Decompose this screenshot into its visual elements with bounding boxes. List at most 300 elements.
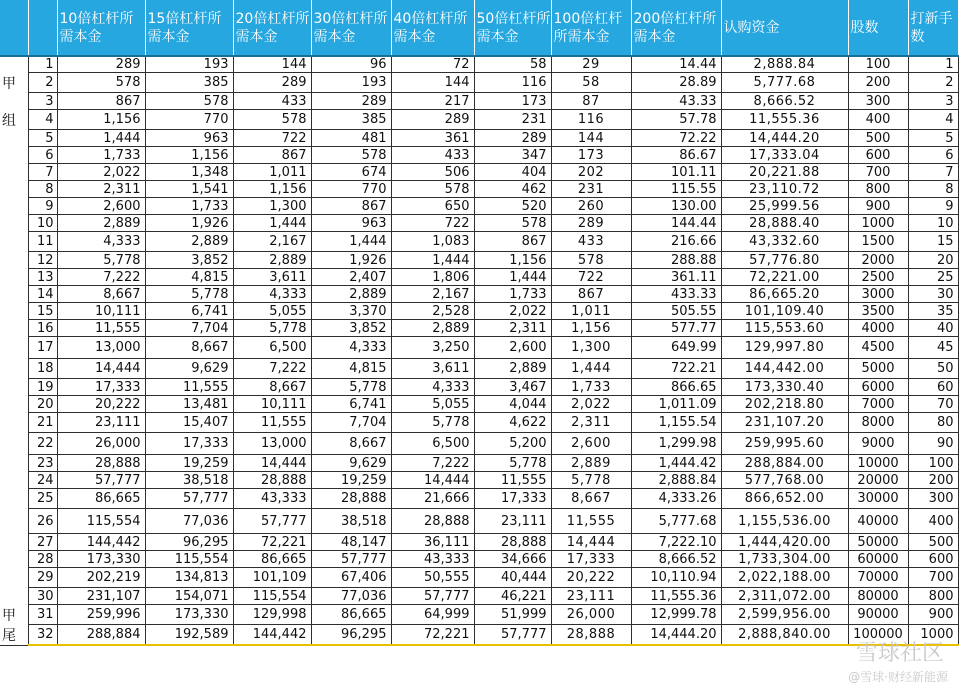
cell-lev15: 1,733	[145, 198, 233, 215]
cell-index: 9	[28, 198, 57, 215]
cell-lev40: 5,778	[391, 413, 474, 433]
cell-group	[0, 320, 28, 337]
cell-lev50: 1,733	[474, 286, 551, 303]
cell-hits: 4	[908, 110, 958, 130]
cell-shares: 4500	[848, 337, 908, 359]
cell-lev200: 130.00	[631, 198, 721, 215]
cell-shares: 60000	[848, 551, 908, 568]
cell-lev10: 26,000	[57, 433, 145, 455]
cell-lev30: 96,295	[311, 625, 391, 646]
cell-lev20: 289	[233, 73, 311, 93]
table-row	[0, 455, 958, 472]
cell-subscription: 2,022,188.00	[721, 568, 848, 588]
cell-lev40: 14,444	[391, 472, 474, 489]
cell-lev15: 13,481	[145, 396, 233, 413]
table-row	[0, 147, 958, 164]
table-row	[0, 110, 958, 130]
cell-lev15: 9,629	[145, 359, 233, 379]
cell-index: 26	[28, 509, 57, 534]
cell-shares: 5000	[848, 359, 908, 379]
cell-lev200: 433.33	[631, 286, 721, 303]
cell-lev100: 1,156	[551, 320, 631, 337]
header-subscription: 认购资金	[721, 0, 848, 56]
cell-lev15: 15,407	[145, 413, 233, 433]
header-lev20: 20倍杠杆所需本金	[233, 0, 311, 56]
table-row	[0, 509, 958, 534]
cell-subscription: 866,652.00	[721, 489, 848, 509]
cell-lev200: 115.55	[631, 181, 721, 198]
cell-lev15: 385	[145, 73, 233, 93]
cell-lev100: 260	[551, 198, 631, 215]
table-row	[0, 551, 958, 568]
cell-lev10: 2,022	[57, 164, 145, 181]
cell-lev40: 3,250	[391, 337, 474, 359]
cell-subscription: 288,884.00	[721, 455, 848, 472]
cell-lev50: 5,200	[474, 433, 551, 455]
cell-hits: 35	[908, 303, 958, 320]
cell-lev15: 17,333	[145, 433, 233, 455]
cell-hits: 600	[908, 551, 958, 568]
cell-lev15: 154,071	[145, 588, 233, 605]
cell-lev30: 5,778	[311, 379, 391, 396]
cell-lev40: 722	[391, 215, 474, 232]
header-row	[0, 0, 958, 56]
cell-lev100: 28,888	[551, 625, 631, 646]
cell-lev15: 7,704	[145, 320, 233, 337]
cell-group: 组	[0, 110, 28, 130]
cell-lev40: 50,555	[391, 568, 474, 588]
cell-lev200: 216.66	[631, 232, 721, 252]
cell-index: 24	[28, 472, 57, 489]
cell-lev200: 28.89	[631, 73, 721, 93]
cell-shares: 100000	[848, 625, 908, 646]
cell-hits: 3	[908, 93, 958, 110]
cell-lev100: 722	[551, 269, 631, 286]
cell-lev10: 57,777	[57, 472, 145, 489]
cell-lev100: 2,600	[551, 433, 631, 455]
cell-subscription: 115,553.60	[721, 320, 848, 337]
cell-lev30: 770	[311, 181, 391, 198]
cell-subscription: 11,555.36	[721, 110, 848, 130]
cell-subscription: 57,776.80	[721, 252, 848, 269]
cell-lev15: 134,813	[145, 568, 233, 588]
cell-lev200: 11,555.36	[631, 588, 721, 605]
cell-group	[0, 181, 28, 198]
cell-subscription: 202,218.80	[721, 396, 848, 413]
cell-lev30: 2,889	[311, 286, 391, 303]
table-row	[0, 472, 958, 489]
cell-subscription: 2,888,840.00	[721, 625, 848, 646]
cell-shares: 1500	[848, 232, 908, 252]
cell-lev200: 10,110.94	[631, 568, 721, 588]
cell-group	[0, 198, 28, 215]
cell-group	[0, 232, 28, 252]
cell-lev100: 116	[551, 110, 631, 130]
cell-lev40: 72,221	[391, 625, 474, 646]
cell-shares: 800	[848, 181, 908, 198]
cell-lev40: 28,888	[391, 509, 474, 534]
cell-lev15: 38,518	[145, 472, 233, 489]
cell-lev30: 3,852	[311, 320, 391, 337]
cell-lev100: 144	[551, 130, 631, 147]
cell-subscription: 1,444,420.00	[721, 534, 848, 551]
cell-lev10: 86,665	[57, 489, 145, 509]
cell-hits: 6	[908, 147, 958, 164]
cell-index: 25	[28, 489, 57, 509]
cell-lev40: 1,806	[391, 269, 474, 286]
cell-lev40: 361	[391, 130, 474, 147]
cell-subscription: 28,888.40	[721, 215, 848, 232]
cell-group	[0, 551, 28, 568]
cell-lev50: 17,333	[474, 489, 551, 509]
cell-lev40: 289	[391, 110, 474, 130]
cell-lev20: 5,055	[233, 303, 311, 320]
cell-lev30: 4,333	[311, 337, 391, 359]
cell-index: 27	[28, 534, 57, 551]
cell-lev20: 433	[233, 93, 311, 110]
cell-index: 19	[28, 379, 57, 396]
cell-lev100: 2,311	[551, 413, 631, 433]
cell-lev200: 86.67	[631, 147, 721, 164]
cell-group	[0, 252, 28, 269]
cell-lev50: 116	[474, 73, 551, 93]
cell-lev40: 64,999	[391, 605, 474, 625]
table-row	[0, 320, 958, 337]
cell-lev20: 1,156	[233, 181, 311, 198]
cell-lev40: 1,444	[391, 252, 474, 269]
cell-subscription: 20,221.88	[721, 164, 848, 181]
cell-subscription: 1,155,536.00	[721, 509, 848, 534]
cell-lev100: 433	[551, 232, 631, 252]
table-row	[0, 181, 958, 198]
cell-lev100: 11,555	[551, 509, 631, 534]
cell-lev50: 173	[474, 93, 551, 110]
cell-lev50: 46,221	[474, 588, 551, 605]
cell-subscription: 2,599,956.00	[721, 605, 848, 625]
cell-lev10: 17,333	[57, 379, 145, 396]
cell-group	[0, 164, 28, 181]
cell-shares: 300	[848, 93, 908, 110]
cell-index: 15	[28, 303, 57, 320]
cell-hits: 15	[908, 232, 958, 252]
cell-lev15: 192,589	[145, 625, 233, 646]
cell-lev50: 347	[474, 147, 551, 164]
cell-index: 5	[28, 130, 57, 147]
cell-lev20: 10,111	[233, 396, 311, 413]
cell-lev50: 1,444	[474, 269, 551, 286]
cell-lev200: 1,011.09	[631, 396, 721, 413]
cell-lev30: 48,147	[311, 534, 391, 551]
cell-index: 31	[28, 605, 57, 625]
cell-lev100: 29	[551, 56, 631, 73]
cell-subscription: 14,444.20	[721, 130, 848, 147]
cell-group	[0, 303, 28, 320]
table-row	[0, 164, 958, 181]
cell-lev50: 34,666	[474, 551, 551, 568]
cell-lev40: 3,611	[391, 359, 474, 379]
cell-group: 尾	[0, 625, 28, 646]
cell-lev200: 7,222.10	[631, 534, 721, 551]
cell-subscription: 173,330.40	[721, 379, 848, 396]
cell-lev30: 67,406	[311, 568, 391, 588]
cell-group	[0, 215, 28, 232]
cell-lev15: 1,541	[145, 181, 233, 198]
cell-shares: 9000	[848, 433, 908, 455]
cell-index: 1	[28, 56, 57, 73]
cell-lev30: 38,518	[311, 509, 391, 534]
cell-lev30: 481	[311, 130, 391, 147]
cell-subscription: 23,110.72	[721, 181, 848, 198]
cell-lev200: 577.77	[631, 320, 721, 337]
table-row	[0, 269, 958, 286]
cell-lev40: 1,083	[391, 232, 474, 252]
cell-group	[0, 56, 28, 73]
cell-lev30: 674	[311, 164, 391, 181]
cell-lev200: 5,777.68	[631, 509, 721, 534]
cell-lev20: 129,998	[233, 605, 311, 625]
cell-hits: 45	[908, 337, 958, 359]
cell-hits: 80	[908, 413, 958, 433]
cell-lev200: 1,155.54	[631, 413, 721, 433]
cell-lev20: 28,888	[233, 472, 311, 489]
cell-lev15: 4,815	[145, 269, 233, 286]
table-row	[0, 433, 958, 455]
cell-shares: 4000	[848, 320, 908, 337]
cell-index: 2	[28, 73, 57, 93]
cell-lev10: 578	[57, 73, 145, 93]
cell-lev20: 5,778	[233, 320, 311, 337]
cell-lev30: 96	[311, 56, 391, 73]
cell-index: 29	[28, 568, 57, 588]
cell-lev50: 578	[474, 215, 551, 232]
cell-lev30: 8,667	[311, 433, 391, 455]
cell-shares: 40000	[848, 509, 908, 534]
cell-lev15: 5,778	[145, 286, 233, 303]
cell-lev40: 4,333	[391, 379, 474, 396]
cell-hits: 90	[908, 433, 958, 455]
cell-lev200: 649.99	[631, 337, 721, 359]
cell-shares: 500	[848, 130, 908, 147]
cell-lev20: 578	[233, 110, 311, 130]
cell-lev10: 288,884	[57, 625, 145, 646]
table-row	[0, 215, 958, 232]
cell-lev50: 28,888	[474, 534, 551, 551]
cell-lev100: 202	[551, 164, 631, 181]
cell-lev100: 867	[551, 286, 631, 303]
cell-group: 甲	[0, 605, 28, 625]
table-row	[0, 232, 958, 252]
cell-shares: 400	[848, 110, 908, 130]
cell-lev10: 867	[57, 93, 145, 110]
cell-subscription: 86,665.20	[721, 286, 848, 303]
header-lev15: 15倍杠杆所需本金	[145, 0, 233, 56]
cell-subscription: 129,997.80	[721, 337, 848, 359]
cell-lev40: 6,500	[391, 433, 474, 455]
cell-lev100: 1,733	[551, 379, 631, 396]
cell-lev10: 2,311	[57, 181, 145, 198]
cell-shares: 30000	[848, 489, 908, 509]
cell-lev50: 57,777	[474, 625, 551, 646]
cell-hits: 5	[908, 130, 958, 147]
cell-subscription: 43,332.60	[721, 232, 848, 252]
cell-lev40: 57,777	[391, 588, 474, 605]
cell-lev10: 23,111	[57, 413, 145, 433]
cell-lev50: 11,555	[474, 472, 551, 489]
header-shares: 股数	[848, 0, 908, 56]
table-row	[0, 379, 958, 396]
table-row	[0, 130, 958, 147]
cell-shares: 50000	[848, 534, 908, 551]
cell-index: 10	[28, 215, 57, 232]
header-lev100: 100倍杠杆所需本金	[551, 0, 631, 56]
cell-group	[0, 413, 28, 433]
cell-lev100: 289	[551, 215, 631, 232]
cell-subscription: 577,768.00	[721, 472, 848, 489]
cell-lev50: 289	[474, 130, 551, 147]
cell-index: 3	[28, 93, 57, 110]
cell-lev100: 8,667	[551, 489, 631, 509]
cell-lev10: 1,156	[57, 110, 145, 130]
cell-lev50: 867	[474, 232, 551, 252]
cell-lev100: 231	[551, 181, 631, 198]
cell-group	[0, 130, 28, 147]
cell-lev20: 8,667	[233, 379, 311, 396]
cell-lev200: 8,666.52	[631, 551, 721, 568]
cell-lev30: 7,704	[311, 413, 391, 433]
cell-hits: 700	[908, 568, 958, 588]
cell-subscription: 144,442.00	[721, 359, 848, 379]
watermark-logo: 雪球社区	[855, 641, 944, 666]
cell-lev30: 867	[311, 198, 391, 215]
cell-shares: 3500	[848, 303, 908, 320]
cell-subscription: 231,107.20	[721, 413, 848, 433]
cell-hits: 50	[908, 359, 958, 379]
cell-lev100: 2,022	[551, 396, 631, 413]
cell-hits: 500	[908, 534, 958, 551]
cell-subscription: 5,777.68	[721, 73, 848, 93]
cell-group	[0, 396, 28, 413]
cell-lev20: 2,889	[233, 252, 311, 269]
cell-lev15: 3,852	[145, 252, 233, 269]
cell-lev50: 462	[474, 181, 551, 198]
table-row	[0, 625, 958, 646]
cell-lev40: 433	[391, 147, 474, 164]
cell-lev100: 578	[551, 252, 631, 269]
table-row	[0, 56, 958, 73]
cell-lev20: 2,167	[233, 232, 311, 252]
cell-lev20: 1,011	[233, 164, 311, 181]
cell-index: 13	[28, 269, 57, 286]
cell-lev20: 43,333	[233, 489, 311, 509]
cell-group	[0, 568, 28, 588]
cell-lev100: 26,000	[551, 605, 631, 625]
cell-lev200: 14.44	[631, 56, 721, 73]
cell-shares: 6000	[848, 379, 908, 396]
cell-hits: 200	[908, 472, 958, 489]
cell-lev20: 3,611	[233, 269, 311, 286]
cell-lev40: 43,333	[391, 551, 474, 568]
cell-lev50: 4,622	[474, 413, 551, 433]
cell-group	[0, 489, 28, 509]
cell-lev15: 963	[145, 130, 233, 147]
cell-lev20: 867	[233, 147, 311, 164]
cell-subscription: 101,109.40	[721, 303, 848, 320]
cell-lev100: 14,444	[551, 534, 631, 551]
cell-lev10: 11,555	[57, 320, 145, 337]
cell-subscription: 259,995.60	[721, 433, 848, 455]
cell-lev50: 4,044	[474, 396, 551, 413]
cell-lev50: 2,600	[474, 337, 551, 359]
cell-index: 4	[28, 110, 57, 130]
cell-lev50: 40,444	[474, 568, 551, 588]
cell-index: 16	[28, 320, 57, 337]
cell-index: 18	[28, 359, 57, 379]
cell-index: 22	[28, 433, 57, 455]
cell-lev10: 173,330	[57, 551, 145, 568]
cell-lev10: 289	[57, 56, 145, 73]
table-row	[0, 413, 958, 433]
cell-lev50: 23,111	[474, 509, 551, 534]
table-row	[0, 359, 958, 379]
cell-lev30: 4,815	[311, 359, 391, 379]
cell-hits: 20	[908, 252, 958, 269]
table-row	[0, 489, 958, 509]
cell-index: 11	[28, 232, 57, 252]
cell-lev50: 51,999	[474, 605, 551, 625]
cell-group	[0, 379, 28, 396]
cell-lev200: 866.65	[631, 379, 721, 396]
cell-subscription: 2,888.84	[721, 56, 848, 73]
cell-hits: 40	[908, 320, 958, 337]
cell-lev100: 1,011	[551, 303, 631, 320]
cell-lev10: 7,222	[57, 269, 145, 286]
cell-lev20: 115,554	[233, 588, 311, 605]
cell-hits: 7	[908, 164, 958, 181]
cell-hits: 800	[908, 588, 958, 605]
cell-lev100: 20,222	[551, 568, 631, 588]
cell-lev10: 259,996	[57, 605, 145, 625]
cell-index: 32	[28, 625, 57, 646]
table-row	[0, 396, 958, 413]
cell-lev30: 193	[311, 73, 391, 93]
cell-shares: 200	[848, 73, 908, 93]
cell-lev30: 6,741	[311, 396, 391, 413]
cell-lev10: 13,000	[57, 337, 145, 359]
cell-subscription: 25,999.56	[721, 198, 848, 215]
cell-lev15: 578	[145, 93, 233, 110]
cell-index: 17	[28, 337, 57, 359]
cell-lev10: 4,333	[57, 232, 145, 252]
cell-lev15: 57,777	[145, 489, 233, 509]
cell-index: 30	[28, 588, 57, 605]
cell-lev30: 57,777	[311, 551, 391, 568]
cell-lev100: 5,778	[551, 472, 631, 489]
cell-lev10: 20,222	[57, 396, 145, 413]
cell-lev15: 11,555	[145, 379, 233, 396]
cell-index: 20	[28, 396, 57, 413]
cell-hits: 2	[908, 73, 958, 93]
table-row	[0, 568, 958, 588]
cell-hits: 30	[908, 286, 958, 303]
cell-lev10: 202,219	[57, 568, 145, 588]
cell-lev40: 21,666	[391, 489, 474, 509]
cell-lev20: 1,300	[233, 198, 311, 215]
cell-index: 8	[28, 181, 57, 198]
cell-lev15: 96,295	[145, 534, 233, 551]
cell-lev200: 4,333.26	[631, 489, 721, 509]
cell-lev200: 14,444.20	[631, 625, 721, 646]
cell-lev20: 14,444	[233, 455, 311, 472]
